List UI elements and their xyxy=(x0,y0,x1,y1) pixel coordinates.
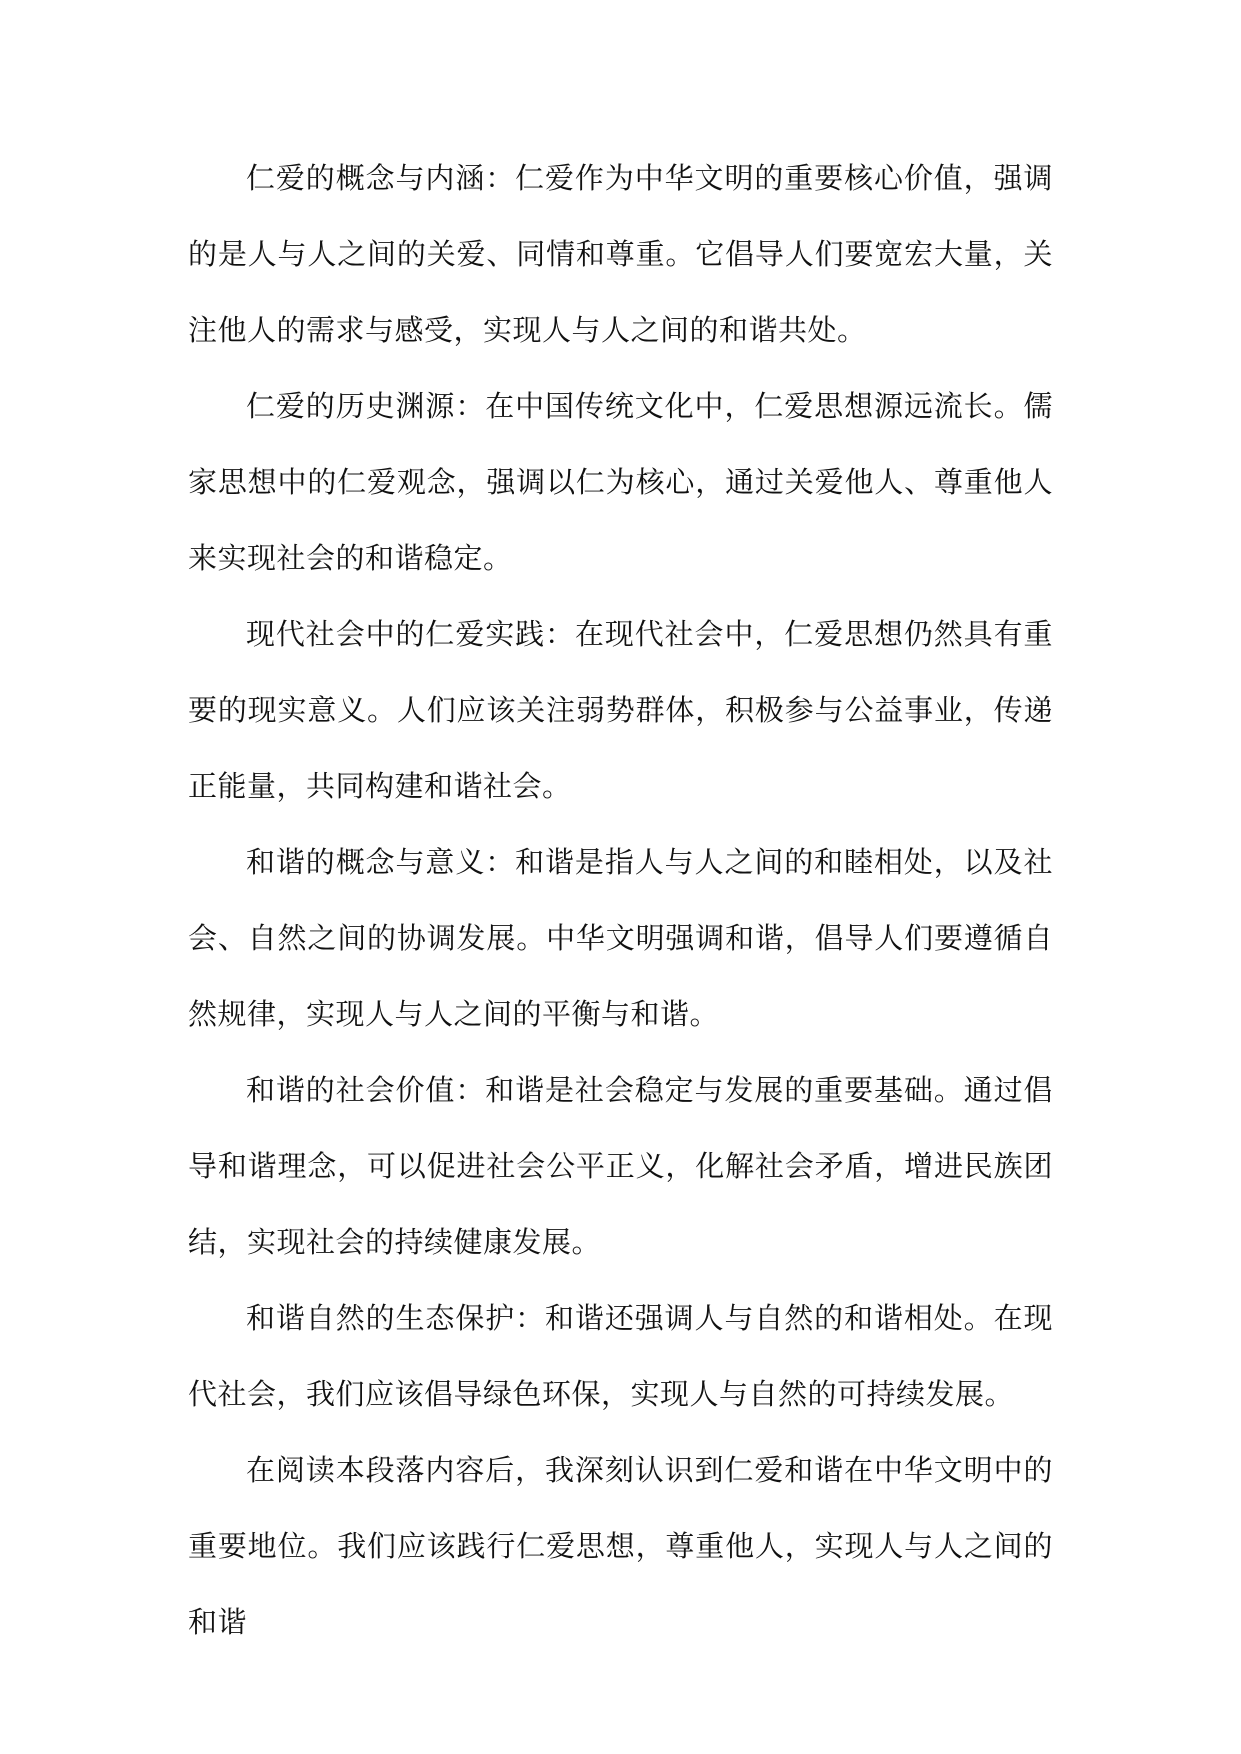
paragraph-harmony-social-value: 和谐的社会价值：和谐是社会稳定与发展的重要基础。通过倡导和谐理念，可以促进社会公平正义，化解社会矛盾，增进民族团结，实现社会的持续健康发展。 xyxy=(188,1073,1053,1259)
paragraph-harmony-concept: 和谐的概念与意义：和谐是指人与人之间的和睦相处，以及社会、自然之间的协调发展。中华文明强调和谐，倡导人们要遵循自然规律，实现人与人之间的平衡与和谐。 xyxy=(188,845,1053,1031)
paragraph-benevolence-concept: 仁爱的概念与内涵：仁爱作为中华文明的重要核心价值，强调的是人与人之间的关爱、同情和尊重。它倡导人们要宽宏大量，关注他人的需求与感受，实现人与人之间的和谐共处。 xyxy=(188,161,1053,347)
paragraph-benevolence-modern-practice: 现代社会中的仁爱实践：在现代社会中，仁爱思想仍然具有重要的现实意义。人们应该关注弱势群体，积极参与公益事业，传递正能量，共同构建和谐社会。 xyxy=(188,617,1053,803)
paragraph-benevolence-history: 仁爱的历史渊源：在中国传统文化中，仁爱思想源远流长。儒家思想中的仁爱观念，强调以仁为核心，通过关爱他人、尊重他人来实现社会的和谐稳定。 xyxy=(188,389,1053,575)
paragraph-harmony-ecology: 和谐自然的生态保护：和谐还强调人与自然的和谐相处。在现代社会，我们应该倡导绿色环保，实现人与自然的可持续发展。 xyxy=(188,1301,1053,1411)
document-body xyxy=(188,140,1053,1660)
paragraph-reflection: 在阅读本段落内容后，我深刻认识到仁爱和谐在中华文明中的重要地位。我们应该践行仁爱思想，尊重他人，实现人与人之间的和谐 xyxy=(188,1453,1053,1639)
